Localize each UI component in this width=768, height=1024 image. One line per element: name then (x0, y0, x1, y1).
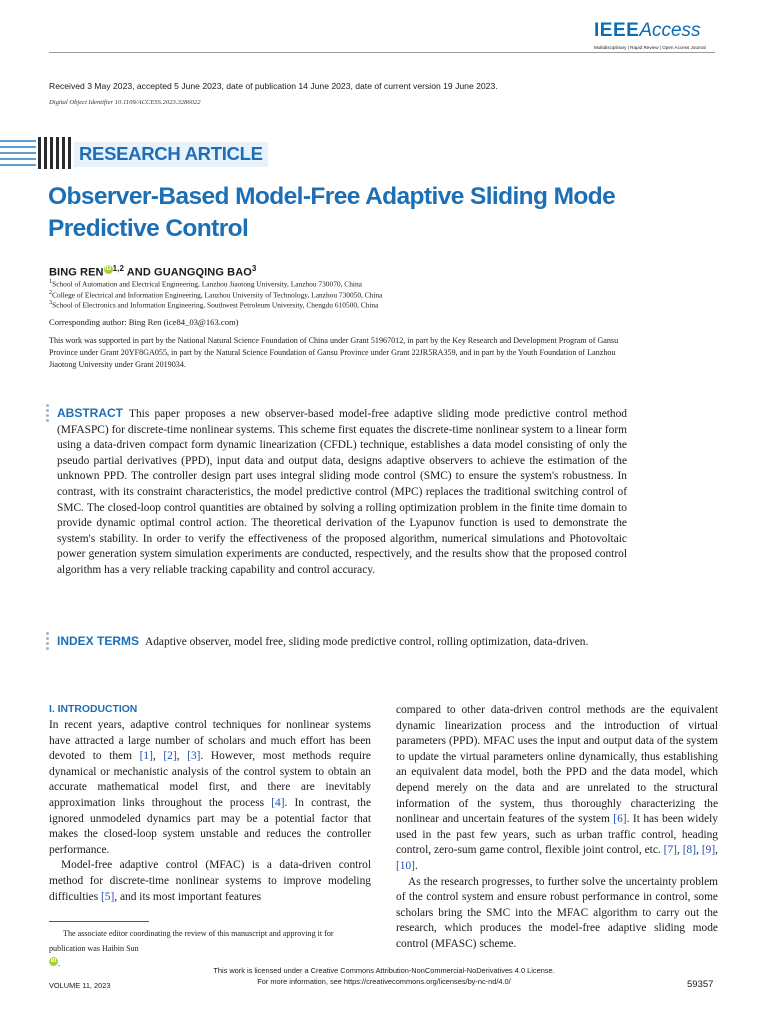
affiliation-text: School of Automation and Electrical Engineering, Lanzhou Jiaotong University, Lanzhou 730070, China (52, 279, 362, 289)
text: . However, most methods require dynamical or mechanistic analysis of the control system to obtain an accurate mathematical model first, and there are inevitably approximation links throughout the process (49, 750, 371, 809)
header-divider (49, 52, 715, 53)
affiliation (49, 279, 362, 288)
text: As the research progresses, to further solve the uncertainty problem of the control system and ensure robust performance in control, some scholars bring the SMC into the MFAC algorithm to carry out the research, which produces the model-free adaptive sliding mode control (MFASC) scheme. (396, 875, 718, 950)
text: . It has been widely used in the past few years, such as urban traffic control, heading control, zero-sum game control, flexible joint control, etc. (396, 813, 718, 857)
citation-link[interactable]: [7] (663, 844, 677, 857)
article-type: RESEARCH ARTICLE (79, 143, 263, 164)
index-terms (57, 634, 627, 651)
footnote: The associate editor coordinating the review of this manuscript and approving it for publication was Haibin Sun iD . (49, 926, 371, 971)
funding-statement: This work was supported in part by the National Natural Science Foundation of China under Grant 51967012, in part by the Key Research and Development Program of Gansu Province under Grant 20YF8GA055, in part by the Natural Science Foundation of Gansu Province under Grant 22JR5RA359, and in part by the Youth Foundation of Lanzhou Jiaotong University under Grant 2019034. (49, 336, 619, 369)
affiliation-number: 3 (49, 300, 53, 306)
citation-link[interactable]: [3] (187, 750, 201, 763)
doi: Digital Object Identifier 10.1109/ACCESS.2023.3286022 (49, 99, 201, 106)
affiliation-number: 2 (49, 290, 53, 296)
affiliation-text: College of Electrical and Information Engineering, Lanzhou University of Technology, Lanzhou 730050, China (52, 290, 383, 300)
journal-logo (594, 20, 701, 42)
abstract-text: This paper proposes a new observer-based model-free adaptive sliding mode predictive control method (MFASPC) for discrete-time nonlinear systems. This scheme first equates the discrete-time nonlinear system to a linear form using a data-driven compact form dynamic linearization (CFDL) technique, establishes a data model consisting of only the pseudo partial derivatives (PPD), input data and output data, designs adaptive observers to achieve the estimation of the unknown PPD. The controller design part uses integral sliding mode control (SMC) to ensure the system's robustness. In contrast, with its constraint characteristics, the model predictive control (MPC) replaces the traditional switching control of SMC. The closed-loop control quantities are obtained by solving a rolling optimization problem in the finite time domain to provide dynamic optimal control action. The theoretical derivation of the Lyapunov function is used to demonstrate the system's stability. In order to verify the effectiveness of the proposed algorithm, numerical simulations and Photovoltaic power generation system simulation experiments are conducted, respectively, and the results show that the proposed control algorithm has a very reliable tracking capability and control accuracy. (57, 408, 627, 576)
citation-link[interactable]: [2] (163, 750, 177, 763)
license-line: This work is licensed under a Creative Commons Attribution-NonCommercial-NoDerivatives 4.0 License. (213, 966, 555, 975)
footnote-text: The associate editor coordinating the review of this manuscript and approving it for publication was Haibin Sun (49, 929, 334, 953)
author-name: AND GUANGQING BAO (126, 266, 252, 279)
citation-link[interactable]: [10] (396, 859, 415, 872)
affiliation (49, 290, 382, 299)
orcid-icon[interactable]: iD (104, 266, 112, 272)
logo-ieee-text: IEEE (594, 20, 640, 41)
text: , and its most important features (114, 890, 262, 903)
author-affiliation-sup: 1,2 (112, 264, 125, 273)
logo-access-text: Access (639, 20, 701, 41)
license-link[interactable]: For more information, see https://creativecommons.org/licenses/by-nc-nd/4.0/ (257, 977, 511, 986)
affiliation (49, 300, 378, 309)
page-number: 59357 (687, 979, 714, 990)
citation-link[interactable]: [6] (613, 813, 627, 826)
right-column (396, 703, 718, 953)
text: . In contrast, the ignored unmodeled dynamics part may be a potential factor that makes the closed-loop system unstable and reduces the controller performance. (49, 796, 372, 856)
abstract-dots-decoration (46, 404, 50, 424)
citation-link[interactable]: [1] (139, 750, 153, 763)
journal-tagline: Multidisciplinary | Rapid Review | Open Access Journal (594, 45, 706, 50)
paragraph: In recent years, adaptive control techniques for nonlinear systems have attracted a large number of scholars and much effort has been devoted to them [1], [2], [3]. However, most methods require dynamical or mechanistic analysis of the control system to obtain an accurate mathematical model first, and there are inevitably approximation links throughout the process [4]. In contrast, the ignored unmodeled dynamics part may be a potential factor that makes the closed-loop system unstable and reduces the controller performance. (49, 719, 372, 856)
citation-link[interactable]: [5] (101, 890, 115, 903)
affiliation-text: School of Electronics and Information Engineering, Southwest Petroleum University, Chengdu 610500, China (52, 300, 379, 310)
abstract (57, 406, 627, 579)
paragraph (49, 858, 371, 905)
affiliation-number: 1 (49, 279, 53, 285)
citation-link[interactable]: [9] (701, 844, 716, 857)
left-column (49, 718, 371, 905)
corresponding-author: Corresponding author: Bing Ren (ice84_03@163.com) (49, 317, 239, 327)
license-notice (0, 965, 768, 987)
volume-label: VOLUME 11, 2023 (49, 981, 111, 990)
paragraph (396, 875, 718, 953)
paragraph: compared to other data-driven control methods are the equivalent dynamic linearization process and the introduction of virtual parameters (PPD). MFAC uses the input and output data of the system to update the virtual parameters online dynamically, thus establishing an equivalent data model, both the PPD and the data model, which depend merely on the data and are unrelated to the structural information of the system, thus thoroughly characterizing the nonlinear and uncertain features of the system [6]. It has been widely used in the past few years, such as urban traffic control, heading control, zero-sum game control, flexible joint control, etc. [7], [8], [9], [10]. (396, 704, 719, 872)
text: Model-free adaptive control (MFAC) is a data-driven control method for discrete-time nonlinear systems to improve modeling difficulties (49, 859, 371, 903)
article-title: Observer-Based Model-Free Adaptive Sliding Mode Predictive Control (48, 183, 616, 242)
index-terms-text: Adaptive observer, model free, sliding mode predictive control, rolling optimization, data-driven. (145, 636, 589, 648)
text: compared to other data-driven control methods are the equivalent dynamic linearization process and the introduction of virtual parameters (PPD). MFAC uses the input and output data of the system to update the virtual parameters online dynamically, thus establishing an equivalent data model, both the PPD and the data model, which depend merely on the data and are unrelated to the structural information of the system, thus thoroughly characterizing the nonlinear and uncertain features of the system (396, 704, 718, 826)
index-terms-label: INDEX TERMS (57, 634, 140, 648)
publication-dates: Received 3 May 2023, accepted 5 June 2023, date of publication 14 June 2023, date of current version 19 June 2023. (49, 81, 498, 91)
footnote-divider (49, 921, 149, 922)
citation-link[interactable]: [4] (271, 796, 285, 809)
author-name: BING REN (49, 266, 104, 279)
abstract-label: ABSTRACT (57, 406, 123, 420)
text: In recent years, adaptive control techniques for nonlinear systems have attracted a large number of scholars and much effort has been devoted to them (49, 719, 371, 763)
citation-link[interactable]: [8] (682, 844, 697, 857)
section-heading: I. INTRODUCTION (49, 704, 138, 715)
orcid-icon[interactable]: iD (50, 958, 57, 964)
author-affiliation-sup: 3 (251, 264, 257, 273)
author-list (49, 264, 256, 279)
index-terms-dots-decoration (46, 632, 50, 652)
banner-stripes-graphic (0, 134, 80, 174)
